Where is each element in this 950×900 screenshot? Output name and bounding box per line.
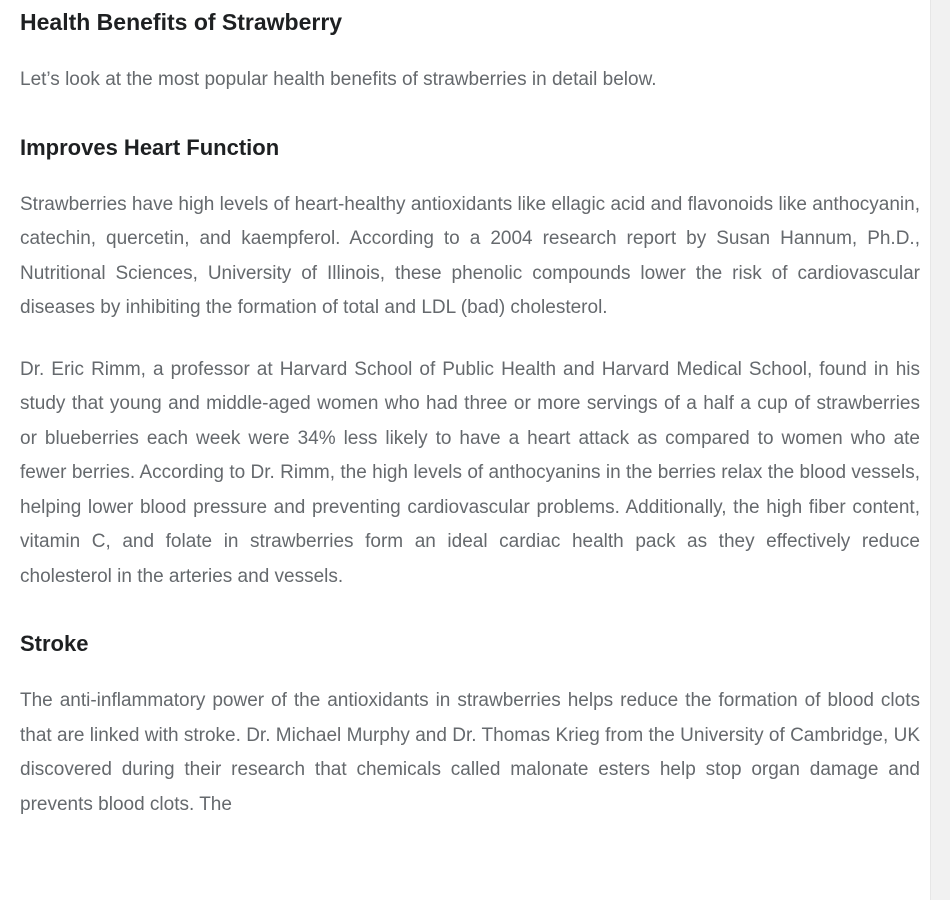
scrollbar-track[interactable] [930, 0, 950, 900]
page-title: Health Benefits of Strawberry [20, 9, 343, 35]
intro-paragraph: Let’s look at the most popular health benefits of strawberries in detail below. [20, 69, 657, 90]
heart-paragraph-2: Dr. Eric Rimm, a professor at Harvard School of Public Health and Harvard Medical School, found in his study that young and middle-aged women who had three or more servings of a half a cup of strawberries or blueberries each week were 34% less likely to have a heart attack as compared to women who ate fewer berries. According to Dr. Rimm, the high levels of anthocyanins in the berries relax the blood vessels, helping lower blood pressure and preventing cardiovascular problems. Additionally, the high fiber content, vitamin C, and folate in strawberries form an ideal cardiac health pack as they effectively reduce cholesterol in the arteries and vessels. [20, 358, 920, 587]
section-heading-stroke: Stroke [20, 631, 89, 656]
section-heading-improves-heart-function: Improves Heart Function [20, 134, 280, 160]
stroke-paragraph-1: The anti-inflammatory power of the antioxidants in strawberries helps reduce the formation of blood clots that are linked with stroke. Dr. Michael Murphy and Dr. Thomas Krieg from the University of Cambridge, UK discovered during their research that chemicals called malonate esters help stop organ damage and prevents blood clots. The [20, 690, 920, 815]
heart-paragraph-1: Strawberries have high levels of heart-healthy antioxidants like ellagic acid and flavonoids like anthocyanin, catechin, quercetin, and kaempferol. According to a 2004 research report by Susan Hannum, Ph.D., Nutritional Sciences, University of Illinois, these phenolic compounds lower the risk of cardiovascular diseases by inhibiting the formation of total and LDL (bad) cholesterol. [20, 193, 920, 318]
